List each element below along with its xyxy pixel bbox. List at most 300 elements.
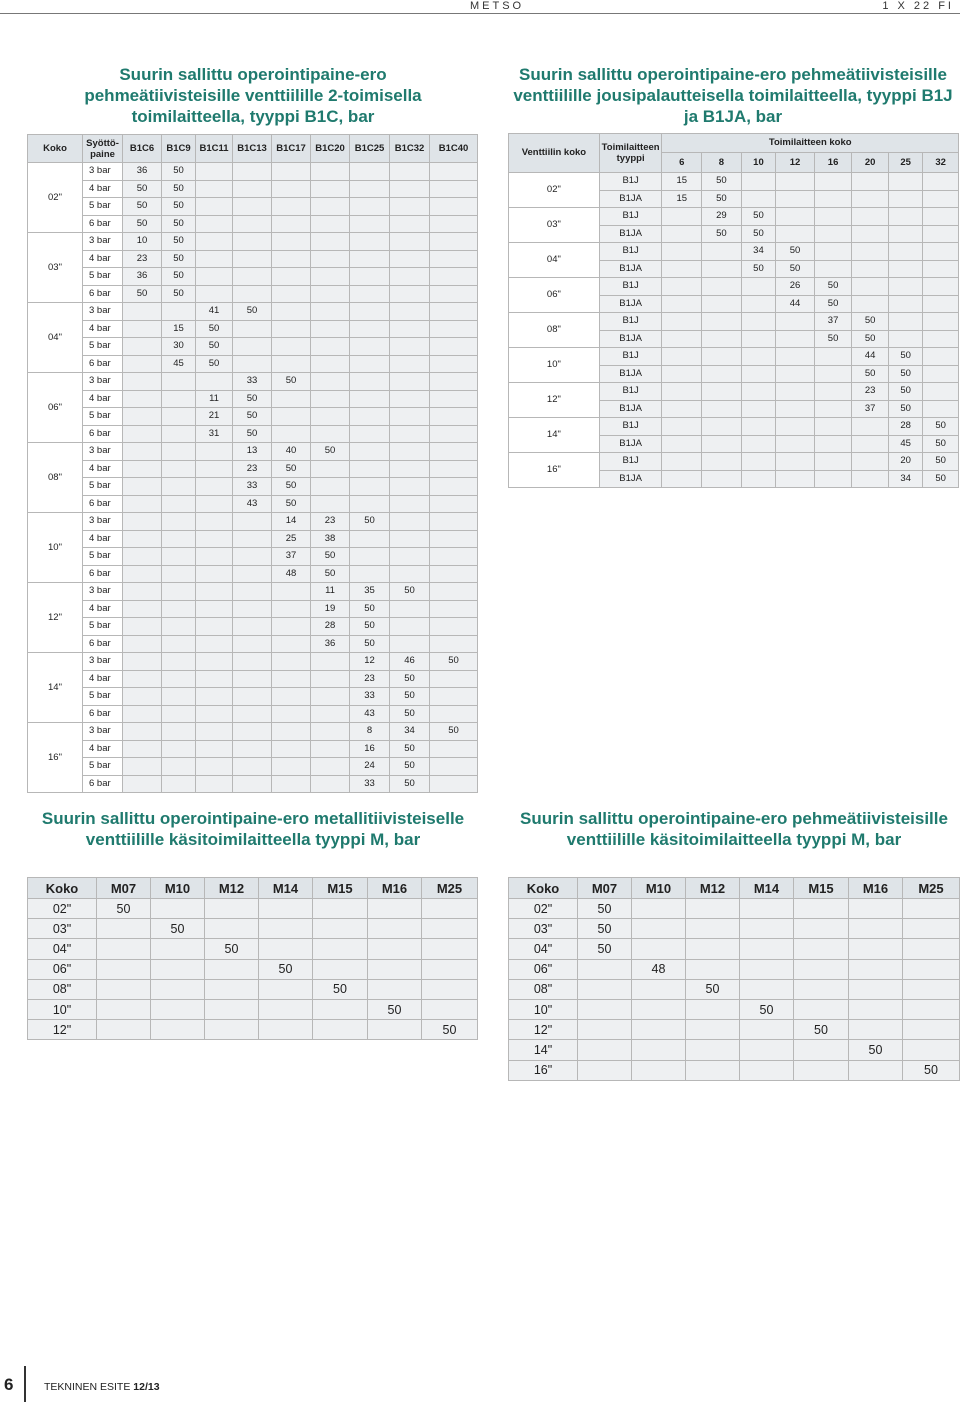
value-cell xyxy=(233,565,272,583)
pressure-cell: 3 bar xyxy=(83,303,123,321)
col-header: M12 xyxy=(205,878,259,899)
value-cell xyxy=(390,548,430,566)
value-cell xyxy=(776,208,815,226)
value-cell xyxy=(903,999,960,1019)
value-cell: 36 xyxy=(311,635,350,653)
value-cell xyxy=(390,565,430,583)
value-cell: 34 xyxy=(888,470,922,488)
value-cell xyxy=(422,939,478,959)
value-cell: 38 xyxy=(311,530,350,548)
value-cell xyxy=(430,775,478,793)
value-cell xyxy=(702,418,742,436)
value-cell: 50 xyxy=(430,723,478,741)
table-row xyxy=(509,313,959,331)
value-cell xyxy=(430,530,478,548)
value-cell: 10 xyxy=(123,233,162,251)
pressure-cell: 5 bar xyxy=(83,198,123,216)
value-cell: 50 xyxy=(852,365,889,383)
value-cell xyxy=(740,919,794,939)
value-cell xyxy=(196,723,233,741)
value-cell: 36 xyxy=(123,163,162,181)
table-row xyxy=(28,198,478,216)
type-cell: B1J xyxy=(599,383,662,401)
table-row xyxy=(28,688,478,706)
value-cell xyxy=(741,313,775,331)
type-cell: B1JA xyxy=(599,365,662,383)
value-cell xyxy=(794,939,849,959)
value-cell xyxy=(814,400,852,418)
value-cell xyxy=(776,418,815,436)
col-header-size: 20 xyxy=(852,153,889,173)
size-cell: 03" xyxy=(28,919,97,939)
value-cell: 50 xyxy=(311,443,350,461)
value-cell xyxy=(852,243,889,261)
footer-doc xyxy=(44,1381,160,1393)
value-cell xyxy=(852,435,889,453)
value-cell xyxy=(430,303,478,321)
value-cell xyxy=(233,583,272,601)
value-cell xyxy=(741,365,775,383)
value-cell xyxy=(97,939,151,959)
value-cell xyxy=(272,635,311,653)
value-cell xyxy=(97,959,151,979)
pressure-cell: 5 bar xyxy=(83,618,123,636)
value-cell xyxy=(662,260,702,278)
value-cell xyxy=(430,425,478,443)
table-row xyxy=(28,250,478,268)
value-cell xyxy=(233,688,272,706)
value-cell: 50 xyxy=(794,1020,849,1040)
value-cell xyxy=(390,600,430,618)
value-cell xyxy=(368,899,422,919)
table-row xyxy=(28,740,478,758)
pressure-cell: 4 bar xyxy=(83,670,123,688)
col-header: M16 xyxy=(849,878,903,899)
value-cell xyxy=(162,513,196,531)
value-cell: 40 xyxy=(272,443,311,461)
pressure-cell: 3 bar xyxy=(83,583,123,601)
value-cell: 50 xyxy=(162,215,196,233)
table-row xyxy=(28,583,478,601)
value-cell xyxy=(794,899,849,919)
value-cell xyxy=(196,740,233,758)
value-cell xyxy=(740,1060,794,1080)
type-cell: B1J xyxy=(599,313,662,331)
value-cell xyxy=(849,959,903,979)
value-cell xyxy=(311,163,350,181)
value-cell xyxy=(794,959,849,979)
value-cell: 50 xyxy=(272,460,311,478)
value-cell xyxy=(852,208,889,226)
value-cell xyxy=(776,330,815,348)
value-cell xyxy=(430,548,478,566)
value-cell xyxy=(849,1060,903,1080)
value-cell xyxy=(852,173,889,191)
value-cell xyxy=(196,758,233,776)
value-cell xyxy=(390,233,430,251)
value-cell: 50 xyxy=(162,250,196,268)
value-cell xyxy=(196,688,233,706)
value-cell xyxy=(311,355,350,373)
value-cell xyxy=(233,198,272,216)
col-header: Koko xyxy=(509,878,578,899)
size-cell: 10" xyxy=(509,999,578,1019)
value-cell xyxy=(151,979,205,999)
value-cell xyxy=(123,583,162,601)
col-header: M10 xyxy=(632,878,686,899)
value-cell xyxy=(123,530,162,548)
size-cell: 14" xyxy=(28,653,83,723)
value-cell xyxy=(923,295,959,313)
value-cell xyxy=(686,899,740,919)
value-cell xyxy=(702,435,742,453)
value-cell: 50 xyxy=(888,348,922,366)
value-cell xyxy=(686,939,740,959)
value-cell xyxy=(368,1020,422,1040)
value-cell xyxy=(272,338,311,356)
value-cell xyxy=(430,443,478,461)
value-cell: 29 xyxy=(702,208,742,226)
b1c-pressure-table xyxy=(27,134,478,793)
value-cell xyxy=(662,348,702,366)
value-cell: 50 xyxy=(196,338,233,356)
value-cell xyxy=(741,348,775,366)
value-cell xyxy=(430,460,478,478)
value-cell xyxy=(430,565,478,583)
value-cell xyxy=(741,383,775,401)
value-cell: 50 xyxy=(123,215,162,233)
size-cell: 10" xyxy=(28,999,97,1019)
type-cell: B1JA xyxy=(599,330,662,348)
value-cell xyxy=(923,400,959,418)
value-cell xyxy=(311,408,350,426)
document-code: 1 X 22 FI xyxy=(882,0,954,12)
value-cell xyxy=(578,1060,632,1080)
value-cell: 50 xyxy=(368,999,422,1019)
value-cell xyxy=(162,635,196,653)
value-cell xyxy=(390,618,430,636)
value-cell xyxy=(162,758,196,776)
value-cell xyxy=(422,919,478,939)
value-cell xyxy=(741,330,775,348)
col-header: M07 xyxy=(97,878,151,899)
value-cell xyxy=(390,338,430,356)
value-cell xyxy=(233,513,272,531)
size-cell: 12" xyxy=(509,383,600,418)
pressure-cell: 3 bar xyxy=(83,653,123,671)
value-cell: 50 xyxy=(776,260,815,278)
type-cell: B1J xyxy=(599,208,662,226)
table-row xyxy=(509,453,959,471)
value-cell xyxy=(888,243,922,261)
value-cell xyxy=(205,999,259,1019)
value-cell xyxy=(702,243,742,261)
value-cell xyxy=(794,999,849,1019)
value-cell: 37 xyxy=(852,400,889,418)
value-cell xyxy=(123,478,162,496)
value-cell xyxy=(903,1020,960,1040)
value-cell xyxy=(350,530,390,548)
size-cell: 02" xyxy=(28,899,97,919)
size-cell: 04" xyxy=(28,939,97,959)
pressure-cell: 3 bar xyxy=(83,723,123,741)
value-cell xyxy=(196,163,233,181)
value-cell xyxy=(123,635,162,653)
value-cell: 50 xyxy=(162,268,196,286)
col-header-size: 8 xyxy=(702,153,742,173)
type-cell: B1JA xyxy=(599,470,662,488)
value-cell xyxy=(162,723,196,741)
value-cell xyxy=(662,400,702,418)
table-row xyxy=(28,285,478,303)
value-cell xyxy=(205,919,259,939)
col-header-size: 25 xyxy=(888,153,922,173)
table-row xyxy=(509,979,960,999)
value-cell: 50 xyxy=(123,285,162,303)
value-cell xyxy=(123,390,162,408)
value-cell xyxy=(776,190,815,208)
value-cell xyxy=(368,939,422,959)
table-row xyxy=(28,959,478,979)
value-cell xyxy=(741,470,775,488)
value-cell xyxy=(390,495,430,513)
col-header: M16 xyxy=(368,878,422,899)
value-cell xyxy=(123,355,162,373)
value-cell xyxy=(662,313,702,331)
value-cell xyxy=(272,250,311,268)
value-cell xyxy=(740,899,794,919)
col-header-actuator: B1C11 xyxy=(196,135,233,163)
pressure-cell: 6 bar xyxy=(83,635,123,653)
value-cell xyxy=(422,999,478,1019)
value-cell xyxy=(814,208,852,226)
value-cell xyxy=(123,723,162,741)
value-cell xyxy=(123,618,162,636)
table4-title: Suurin sallittu operointipaine-ero pehmeätiivisteisille venttiilille käsitoimilaitteella tyyppi M, bar xyxy=(520,809,948,849)
value-cell xyxy=(123,320,162,338)
value-cell: 50 xyxy=(162,233,196,251)
value-cell xyxy=(97,919,151,939)
value-cell xyxy=(311,495,350,513)
value-cell xyxy=(311,653,350,671)
value-cell xyxy=(794,1060,849,1080)
value-cell xyxy=(686,919,740,939)
col-header-actuator: B1C20 xyxy=(311,135,350,163)
value-cell xyxy=(272,233,311,251)
pressure-cell: 6 bar xyxy=(83,355,123,373)
value-cell xyxy=(814,243,852,261)
value-cell xyxy=(903,1040,960,1060)
value-cell xyxy=(662,278,702,296)
table-row xyxy=(509,959,960,979)
value-cell: 50 xyxy=(162,285,196,303)
value-cell xyxy=(123,565,162,583)
footer-doc-title: TEKNINEN ESITE xyxy=(44,1381,131,1393)
col-header-actuator: B1C9 xyxy=(162,135,196,163)
value-cell xyxy=(151,999,205,1019)
value-cell: 45 xyxy=(162,355,196,373)
value-cell xyxy=(430,478,478,496)
value-cell xyxy=(849,1020,903,1040)
value-cell xyxy=(662,453,702,471)
value-cell: 50 xyxy=(702,190,742,208)
value-cell xyxy=(852,225,889,243)
value-cell xyxy=(311,390,350,408)
value-cell xyxy=(272,303,311,321)
table-row xyxy=(28,513,478,531)
value-cell xyxy=(350,460,390,478)
value-cell xyxy=(162,495,196,513)
pressure-cell: 6 bar xyxy=(83,705,123,723)
value-cell: 50 xyxy=(311,548,350,566)
value-cell xyxy=(311,233,350,251)
col-header-actuator: B1C13 xyxy=(233,135,272,163)
table-row xyxy=(509,919,960,939)
value-cell xyxy=(662,365,702,383)
value-cell: 50 xyxy=(852,313,889,331)
value-cell xyxy=(923,348,959,366)
value-cell xyxy=(233,268,272,286)
value-cell xyxy=(311,775,350,793)
value-cell: 44 xyxy=(776,295,815,313)
value-cell xyxy=(888,225,922,243)
value-cell xyxy=(632,979,686,999)
value-cell xyxy=(311,215,350,233)
size-cell: 16" xyxy=(509,1060,578,1080)
value-cell xyxy=(923,278,959,296)
table-row xyxy=(28,373,478,391)
pressure-cell: 4 bar xyxy=(83,320,123,338)
value-cell xyxy=(794,1040,849,1060)
value-cell xyxy=(923,208,959,226)
value-cell xyxy=(196,530,233,548)
value-cell xyxy=(852,453,889,471)
value-cell xyxy=(888,208,922,226)
value-cell xyxy=(196,443,233,461)
value-cell xyxy=(888,260,922,278)
value-cell xyxy=(350,443,390,461)
value-cell xyxy=(233,215,272,233)
table-row xyxy=(28,548,478,566)
col-header-size: 10 xyxy=(741,153,775,173)
value-cell: 50 xyxy=(903,1060,960,1080)
col-header: M15 xyxy=(313,878,368,899)
value-cell xyxy=(162,425,196,443)
value-cell xyxy=(123,688,162,706)
value-cell: 13 xyxy=(233,443,272,461)
value-cell xyxy=(814,260,852,278)
value-cell: 50 xyxy=(233,303,272,321)
value-cell xyxy=(233,338,272,356)
table-row xyxy=(509,1040,960,1060)
value-cell xyxy=(311,180,350,198)
value-cell xyxy=(741,295,775,313)
size-cell: 03" xyxy=(509,919,578,939)
value-cell xyxy=(350,180,390,198)
value-cell: 50 xyxy=(814,330,852,348)
value-cell xyxy=(196,635,233,653)
value-cell xyxy=(430,233,478,251)
value-cell xyxy=(123,653,162,671)
value-cell: 50 xyxy=(350,513,390,531)
value-cell xyxy=(430,618,478,636)
col-header: M25 xyxy=(903,878,960,899)
col-header-actuator: B1C25 xyxy=(350,135,390,163)
value-cell: 23 xyxy=(852,383,889,401)
table-row xyxy=(28,758,478,776)
value-cell xyxy=(123,705,162,723)
pressure-cell: 6 bar xyxy=(83,215,123,233)
value-cell: 50 xyxy=(233,408,272,426)
value-cell: 50 xyxy=(741,208,775,226)
pressure-cell: 4 bar xyxy=(83,390,123,408)
value-cell xyxy=(814,365,852,383)
value-cell: 50 xyxy=(422,1020,478,1040)
value-cell xyxy=(632,899,686,919)
value-cell xyxy=(390,408,430,426)
soft-seated-manual-table xyxy=(508,877,960,1081)
value-cell: 50 xyxy=(741,260,775,278)
value-cell: 21 xyxy=(196,408,233,426)
value-cell xyxy=(272,653,311,671)
value-cell xyxy=(776,435,815,453)
value-cell: 23 xyxy=(311,513,350,531)
value-cell xyxy=(852,190,889,208)
pressure-cell: 4 bar xyxy=(83,460,123,478)
table-row xyxy=(28,653,478,671)
value-cell xyxy=(350,198,390,216)
value-cell xyxy=(350,268,390,286)
size-cell: 04" xyxy=(509,939,578,959)
value-cell: 44 xyxy=(852,348,889,366)
value-cell xyxy=(196,600,233,618)
value-cell xyxy=(151,939,205,959)
size-cell: 12" xyxy=(28,583,83,653)
value-cell xyxy=(776,453,815,471)
value-cell xyxy=(233,530,272,548)
value-cell xyxy=(390,303,430,321)
pressure-cell: 5 bar xyxy=(83,338,123,356)
table-row xyxy=(509,208,959,226)
value-cell xyxy=(430,355,478,373)
size-cell: 16" xyxy=(509,453,600,488)
size-cell: 06" xyxy=(509,959,578,979)
value-cell xyxy=(350,408,390,426)
col-header-supply-pressure: Syöttö-paine xyxy=(83,135,123,163)
value-cell xyxy=(686,1060,740,1080)
value-cell xyxy=(741,278,775,296)
value-cell xyxy=(350,565,390,583)
value-cell xyxy=(350,355,390,373)
pressure-cell: 4 bar xyxy=(83,740,123,758)
value-cell xyxy=(272,583,311,601)
type-cell: B1JA xyxy=(599,260,662,278)
value-cell xyxy=(686,959,740,979)
value-cell xyxy=(313,959,368,979)
value-cell: 19 xyxy=(311,600,350,618)
value-cell xyxy=(233,355,272,373)
table-row xyxy=(28,425,478,443)
value-cell: 50 xyxy=(196,320,233,338)
value-cell xyxy=(368,979,422,999)
value-cell xyxy=(390,635,430,653)
value-cell xyxy=(923,243,959,261)
table-row xyxy=(509,348,959,366)
pressure-cell: 5 bar xyxy=(83,408,123,426)
value-cell: 50 xyxy=(390,775,430,793)
header-divider xyxy=(0,13,960,14)
table2-title: Suurin sallittu operointipaine-ero pehmeätiivisteisille venttiilille jousipalautteisella toimilaitteella, tyyppi B1J ja B1JA, bar xyxy=(513,65,953,126)
